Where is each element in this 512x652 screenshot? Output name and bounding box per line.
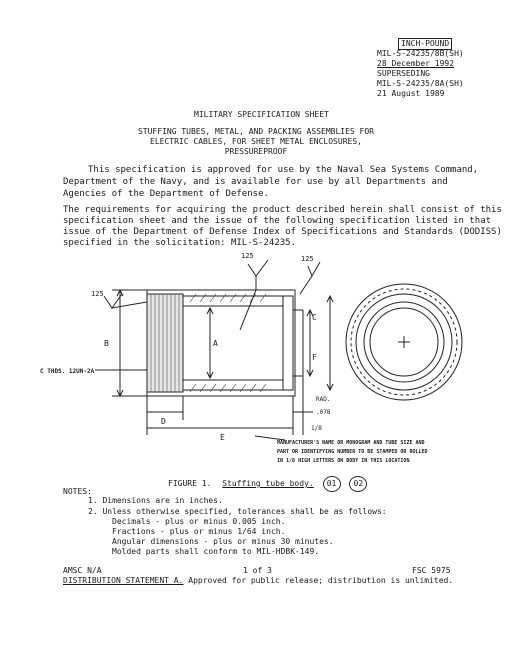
sheet-title: MILITARY SPECIFICATION SHEET: [194, 110, 329, 119]
figure-caption-text: Stuffing tube body.: [222, 479, 314, 488]
amsc-label: AMSC N/A: [63, 566, 102, 575]
dim-1-8-label: 1/8: [311, 425, 322, 432]
tolerance-decimals: Decimals - plus or minus 0.005 inch.: [112, 517, 286, 526]
thread-label: C THDS. 12UN-2A: [40, 368, 95, 375]
page-number: 1 of 3: [243, 566, 272, 575]
note-1: 1. Dimensions are in inches.: [88, 496, 223, 505]
dim-125-left: 125: [91, 290, 104, 298]
tolerance-fractions: Fractions - plus or minus 1/64 inch.: [112, 527, 286, 536]
dim-d-label: D: [161, 417, 166, 426]
figure-code-02: 02: [349, 476, 367, 492]
requirements-line-3: issue of the Department of Defense Index of Specifications and Standards (DODISS): [63, 227, 502, 237]
approval-line-3: Agencies of the Department of Defense.: [63, 189, 269, 199]
approval-line-2: Department of the Navy, and is available for use by all Departments and: [63, 177, 448, 187]
requirements-line-1: The requirements for acquiring the product described herein shall consist of this: [63, 205, 502, 215]
superseded-date: 21 August 1989: [377, 89, 445, 98]
shoulder: [283, 296, 293, 390]
tolerance-molded: Molded parts shall conform to MIL-HDBK-149.: [112, 547, 320, 556]
subtitle-line-2: ELECTRIC CABLES, FOR SHEET METAL ENCLOSURES,: [150, 137, 362, 146]
requirements-line-4: specified in the solicitation: MIL-S-24235.: [63, 238, 296, 248]
distribution-statement: [63, 576, 453, 585]
dim-e-label: E: [220, 433, 225, 442]
threaded-section: [147, 294, 183, 392]
tolerance-angular: Angular dimensions - plus or minus 30 minutes.: [112, 537, 334, 546]
figure-caption: [168, 476, 367, 492]
figure-label: FIGURE 1.: [168, 479, 212, 488]
dim-a-label: A: [213, 339, 218, 348]
marking-note-line-3: IN 1/8 HIGH LETTERS ON BODY IN THIS LOCATION: [277, 458, 410, 464]
dim-125-right: 125: [301, 255, 314, 263]
inch-pound-badge: INCH-POUND: [398, 38, 452, 50]
requirements-line-2: specification sheet and the issue of the following specification listed in that: [63, 216, 492, 226]
superseded-document: MIL-S-24235/8A(SH): [377, 79, 464, 88]
document-date: 28 December 1992: [377, 59, 455, 68]
approval-line-1: This specification is approved for use by the Naval Sea Systems Command,: [88, 165, 479, 175]
dim-b-label: B: [104, 339, 109, 348]
subtitle-line-3: PRESSUREPROOF: [224, 147, 288, 156]
marking-note-line-1: MANUFACTURER'S NAME OR MONOGRAM AND TUBE SIZE AND: [277, 440, 425, 446]
dim-c-label: C: [312, 313, 317, 322]
document-number: MIL-S-24235/8B(SH): [377, 49, 464, 58]
dim-f-label: F: [312, 353, 317, 362]
stuffing-tube-drawing: [0, 250, 512, 480]
distribution-text: Approved for public release; distribution is unlimited.: [188, 576, 454, 585]
figure-code-01: 01: [323, 476, 341, 492]
dim-078-label: .078: [316, 409, 331, 416]
distribution-label: DISTRIBUTION STATEMENT A.: [63, 576, 184, 585]
superseding-label: SUPERSEDING: [377, 69, 430, 78]
rad-label: RAD.: [316, 396, 331, 403]
note-2: 2. Unless otherwise specified, tolerances shall be as follows:: [88, 507, 387, 516]
fsc-code: FSC 5975: [412, 566, 451, 575]
dim-125-top: 125: [241, 252, 254, 260]
subtitle-line-1: STUFFING TUBES, METAL, AND PACKING ASSEMBLIES FOR: [137, 127, 374, 136]
marking-note-line-2: PART OR IDENTIFYING NUMBER TO BE STAMPED OR ROLLED: [277, 449, 428, 455]
notes-heading: NOTES:: [63, 487, 92, 496]
